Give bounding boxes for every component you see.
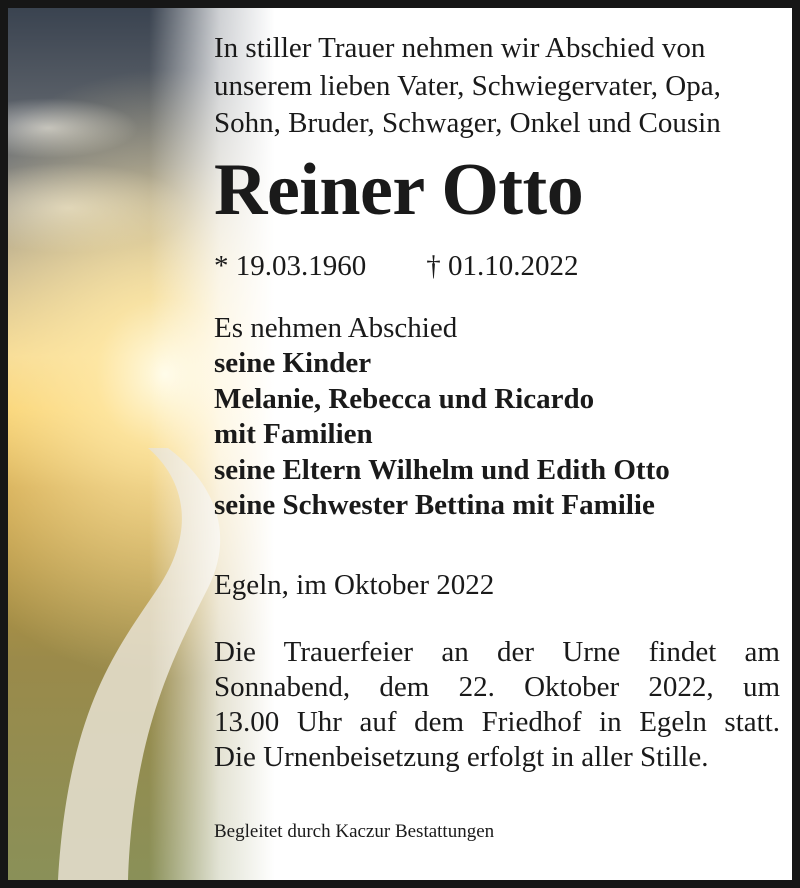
death-date: † 01.10.2022 <box>426 249 579 282</box>
service-line: Die Urnenbeisetzung erfolgt in aller Stille. <box>214 741 709 774</box>
service-line: Sonnabend, dem 22. Oktober 2022, um <box>214 670 780 703</box>
mourner-line: Melanie, Rebecca und Ricardo <box>214 382 595 415</box>
undertaker-credit: Begleitet durch Kaczur Bestattungen <box>214 820 495 842</box>
birth-date: * 19.03.1960 <box>214 249 367 282</box>
notice-text <box>214 30 780 844</box>
intro-line: unserem lieben Vater, Schwiegervater, Opa, <box>214 69 721 102</box>
mourner-line: mit Familien <box>214 418 373 450</box>
mourner-line: seine Schwester Bettina mit Familie <box>214 489 655 521</box>
mourner-line: seine Kinder <box>214 347 372 379</box>
intro-text <box>214 30 780 143</box>
mourners-list <box>214 311 780 524</box>
life-dates <box>214 249 780 283</box>
mourner-line: seine Eltern Wilhelm und Edith Otto <box>214 453 670 486</box>
intro-line: In stiller Trauer nehmen wir Abschied von <box>214 32 706 64</box>
service-info <box>214 635 780 776</box>
intro-line: Sohn, Bruder, Schwager, Onkel und Cousin <box>214 107 721 139</box>
service-line: Die Trauerfeier an der Urne findet am <box>214 635 780 668</box>
farewell-heading: Es nehmen Abschied <box>214 311 458 344</box>
place-date: Egeln, im Oktober 2022 <box>214 568 495 601</box>
service-line: 13.00 Uhr auf dem Friedhof in Egeln statt. <box>214 706 780 739</box>
deceased-name: Reiner Otto <box>214 148 584 231</box>
